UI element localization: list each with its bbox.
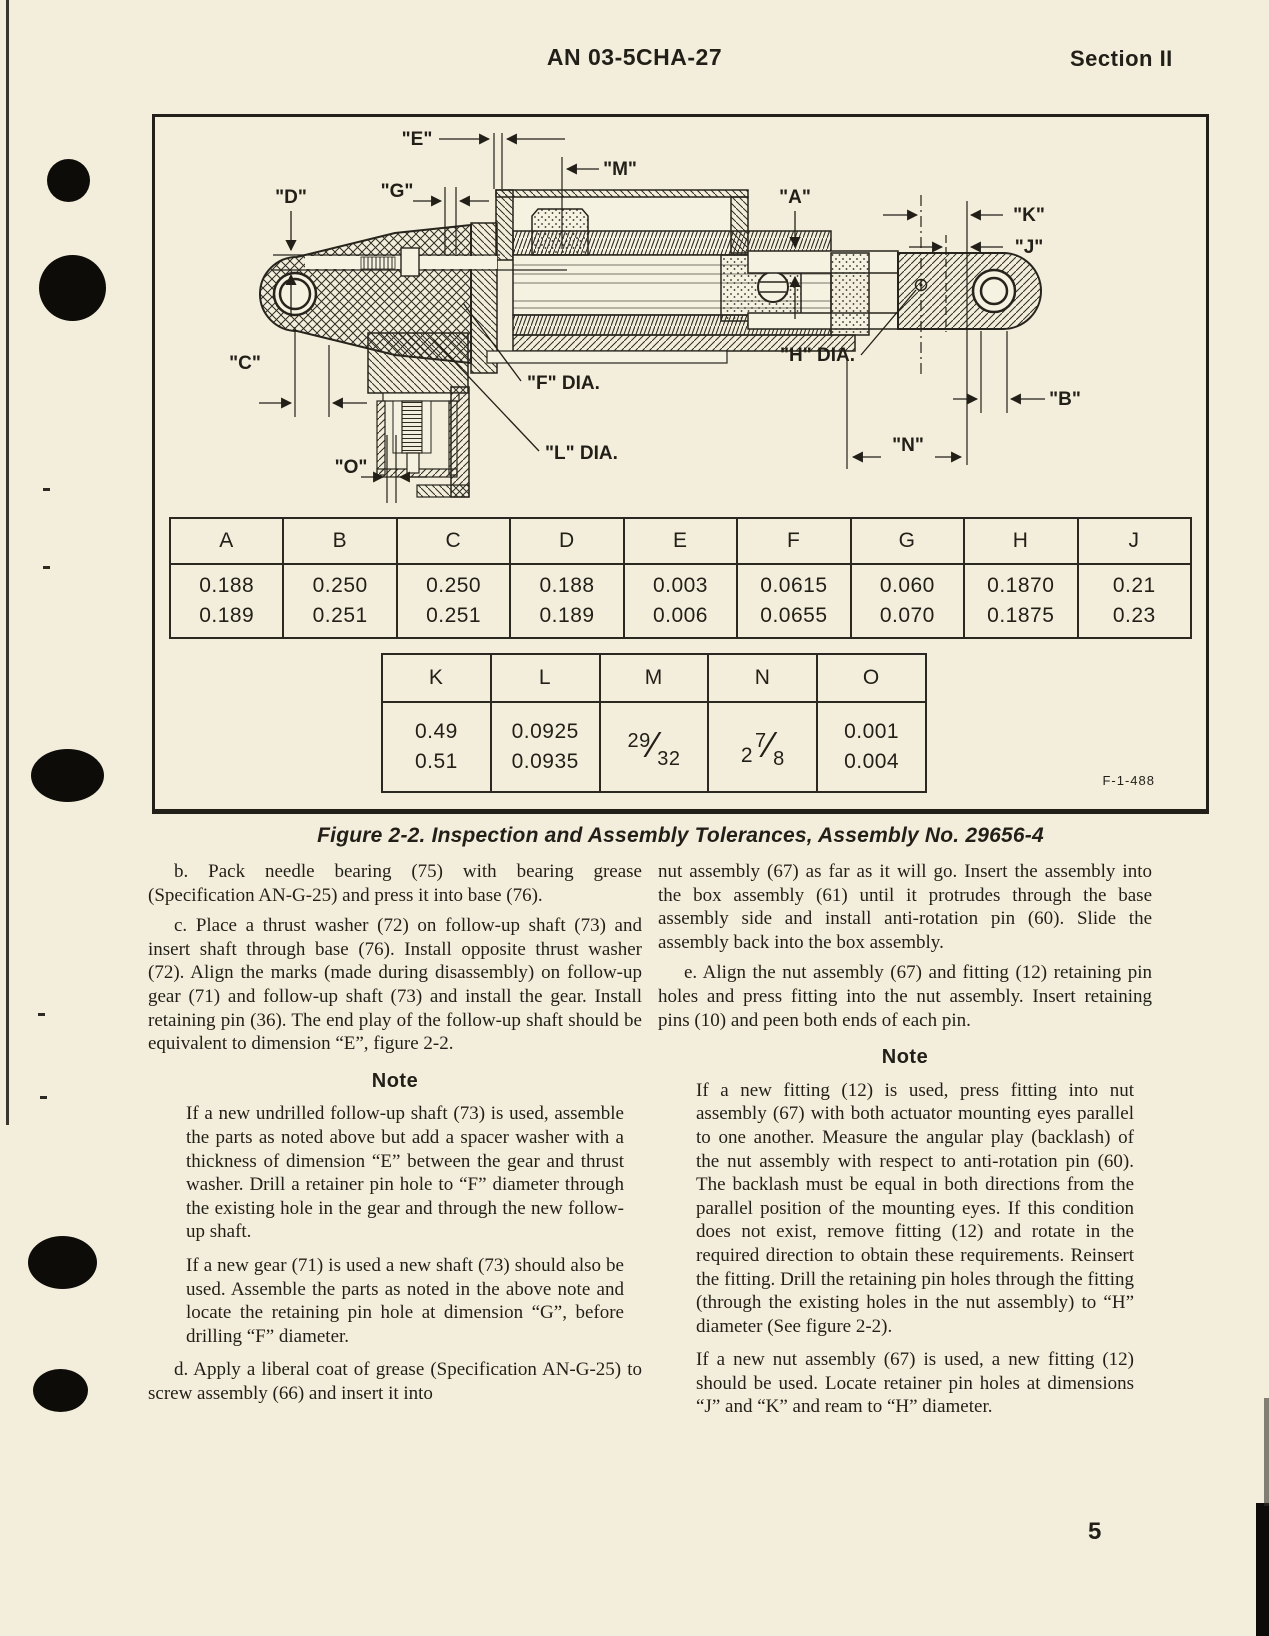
scan-tick: [43, 566, 50, 569]
paragraph-e: e. Align the nut assembly (67) and fitting (12) retaining pin holes and press fitting into the nut assembly. Insert retaining pins (10) and peen both ends of each pin.: [658, 962, 1152, 1031]
col-header: A: [170, 518, 283, 564]
dim-label-k: "K": [1013, 205, 1045, 226]
text-column-left: [148, 860, 642, 1412]
paragraph-b: b. Pack needle bearing (75) with bearing grease (Specification AN-G-25) and press it into base (76).: [148, 861, 642, 906]
scan-edge-strip: [1264, 1398, 1269, 1506]
dim-label-o: "O": [334, 457, 368, 478]
note-paragraph: If a new undrilled follow-up shaft (73) is used, assemble the parts as noted above but add a spacer washer with a thickness of dimension “E” between the gear and thrust washer. Drill a retainer pin hole to “F” diameter through the existing hole in the gear and through the new follow-up shaft.: [186, 1103, 624, 1243]
col-header: H: [964, 518, 1077, 564]
col-header: O: [817, 654, 926, 702]
dim-label-a: "A": [779, 187, 811, 208]
dim-label-h-dia: "H" DIA.: [779, 345, 855, 366]
tolerance-cell: 0.001 0.004: [817, 702, 926, 792]
binder-hole: [47, 159, 90, 202]
col-header: F: [737, 518, 850, 564]
table-value-row: [382, 702, 926, 792]
scan-tick: [43, 488, 50, 491]
tolerance-cell: 0.49 0.51: [382, 702, 491, 792]
actuator-cross-section-diagram: [155, 117, 1206, 511]
table-header-row: [382, 654, 926, 702]
tolerance-cell: 27⁄8: [708, 702, 817, 792]
scan-tick: [38, 1013, 45, 1016]
text-column-right: [658, 860, 1152, 1429]
col-header: N: [708, 654, 817, 702]
note-heading: Note: [881, 1046, 929, 1069]
col-header: D: [510, 518, 623, 564]
dim-label-m: "M": [603, 159, 637, 180]
col-header: C: [397, 518, 510, 564]
tolerance-cell: 0.188 0.189: [510, 564, 623, 638]
plate-code: F-1-488: [1102, 773, 1155, 788]
dim-label-l-dia: "L" DIA.: [545, 443, 618, 464]
tolerance-table-a-j: [169, 517, 1192, 639]
tolerance-cell: 29⁄32: [600, 702, 709, 792]
gear-housing: [368, 333, 468, 393]
col-header: K: [382, 654, 491, 702]
dim-label-g: "G": [380, 181, 414, 202]
note-heading: Note: [371, 1069, 419, 1092]
binder-hole: [39, 255, 106, 321]
tolerance-cell: 0.0615 0.0655: [737, 564, 850, 638]
paragraph-c: c. Place a thrust washer (72) on follow-up shaft (73) and insert shaft through base (76). Install opposite thrust washer (72). Align the marks (made during disassembly) on follow-up gear (71) and follow-up shaft (73) and install the gear. Install retaining pin (36). The end play of the follow-up shaft should be equivalent to dimension “E”, figure 2-2.: [148, 915, 642, 1055]
table-header-row: [170, 518, 1191, 564]
follow-up-gear: [402, 401, 422, 453]
page-number: 5: [1088, 1518, 1102, 1545]
note-paragraph: If a new fitting (12) is used, press fitting into nut assembly (67) with both actuator mounting eyes parallel to one another. Measure the angular play (backlash) of the nut assembly with respect to anti-rotation pin (60). The backlash must be equal in both directions from the parallel position of the mounting eyes. If this condition does not exist, remove fitting (12) and rotate in the required direction to obtain these requirements. Reinsert the fitting. Drill the retaining pin holes through the fitting (through the existing holes in the nut assembly) to “H” diameter (See figure 2-2).: [696, 1079, 1134, 1337]
dim-label-e: "E": [401, 129, 433, 150]
tolerance-cell: 0.250 0.251: [397, 564, 510, 638]
tolerance-table-k-o: [381, 653, 927, 793]
tolerance-cell: 0.21 0.23: [1078, 564, 1192, 638]
figure-2-2: [152, 114, 1209, 814]
paragraph-d-continued: nut assembly (67) as far as it will go. Insert the assembly into the box assembly (61) until it protrudes through the base assembly side and install anti-rotation pin (60). Slide the assembly back into the box assembly.: [658, 861, 1152, 953]
binder-hole: [33, 1369, 88, 1412]
tolerance-cell: 0.1870 0.1875: [964, 564, 1077, 638]
dim-label-j: "J": [1014, 237, 1044, 258]
tolerance-cell: 0.250 0.251: [283, 564, 396, 638]
col-header: L: [491, 654, 600, 702]
dim-label-b: "B": [1049, 389, 1081, 410]
cover-plate: [451, 387, 469, 497]
section-title: Section II: [1070, 46, 1173, 71]
col-header: G: [851, 518, 964, 564]
dim-label-d: "D": [275, 187, 307, 208]
scan-edge-line: [6, 0, 9, 1125]
table-value-row: [170, 564, 1191, 638]
dim-label-c: "C": [229, 353, 261, 374]
rod-end-eye-bore: [973, 270, 1015, 312]
col-header: M: [600, 654, 709, 702]
col-header: E: [624, 518, 737, 564]
binder-hole: [31, 749, 104, 802]
tolerance-cell: 0.0925 0.0935: [491, 702, 600, 792]
doc-number: AN 03-5CHA-27: [546, 44, 723, 70]
tolerance-cell: 0.060 0.070: [851, 564, 964, 638]
scan-tick: [40, 1096, 47, 1099]
col-header: J: [1078, 518, 1192, 564]
dim-label-n: "N": [892, 435, 924, 456]
bearing-nut: [532, 209, 588, 255]
tolerance-cell: 0.003 0.006: [624, 564, 737, 638]
paragraph-d: d. Apply a liberal coat of grease (Specification AN-G-25) to screw assembly (66) and insert it into: [148, 1359, 642, 1404]
box-assembly-wall: [496, 190, 513, 260]
note-paragraph: If a new nut assembly (67) is used, a new fitting (12) should be used. Locate retainer pin holes at dimensions “J” and “K” and ream to “H” diameter.: [696, 1349, 1134, 1418]
note-paragraph: If a new gear (71) is used a new shaft (73) should also be used. Assemble the parts as noted in the above note and locate the retaining pin hole at dimension “G”, before drilling “F” diameter.: [186, 1254, 624, 1347]
dim-label-f-dia: "F" DIA.: [527, 373, 600, 394]
col-header: B: [283, 518, 396, 564]
tolerance-cell: 0.188 0.189: [170, 564, 283, 638]
scan-edge-strip: [1256, 1503, 1269, 1636]
figure-caption: Figure 2-2. Inspection and Assembly Tolerances, Assembly No. 29656-4: [317, 824, 1044, 847]
binder-hole: [28, 1236, 97, 1289]
